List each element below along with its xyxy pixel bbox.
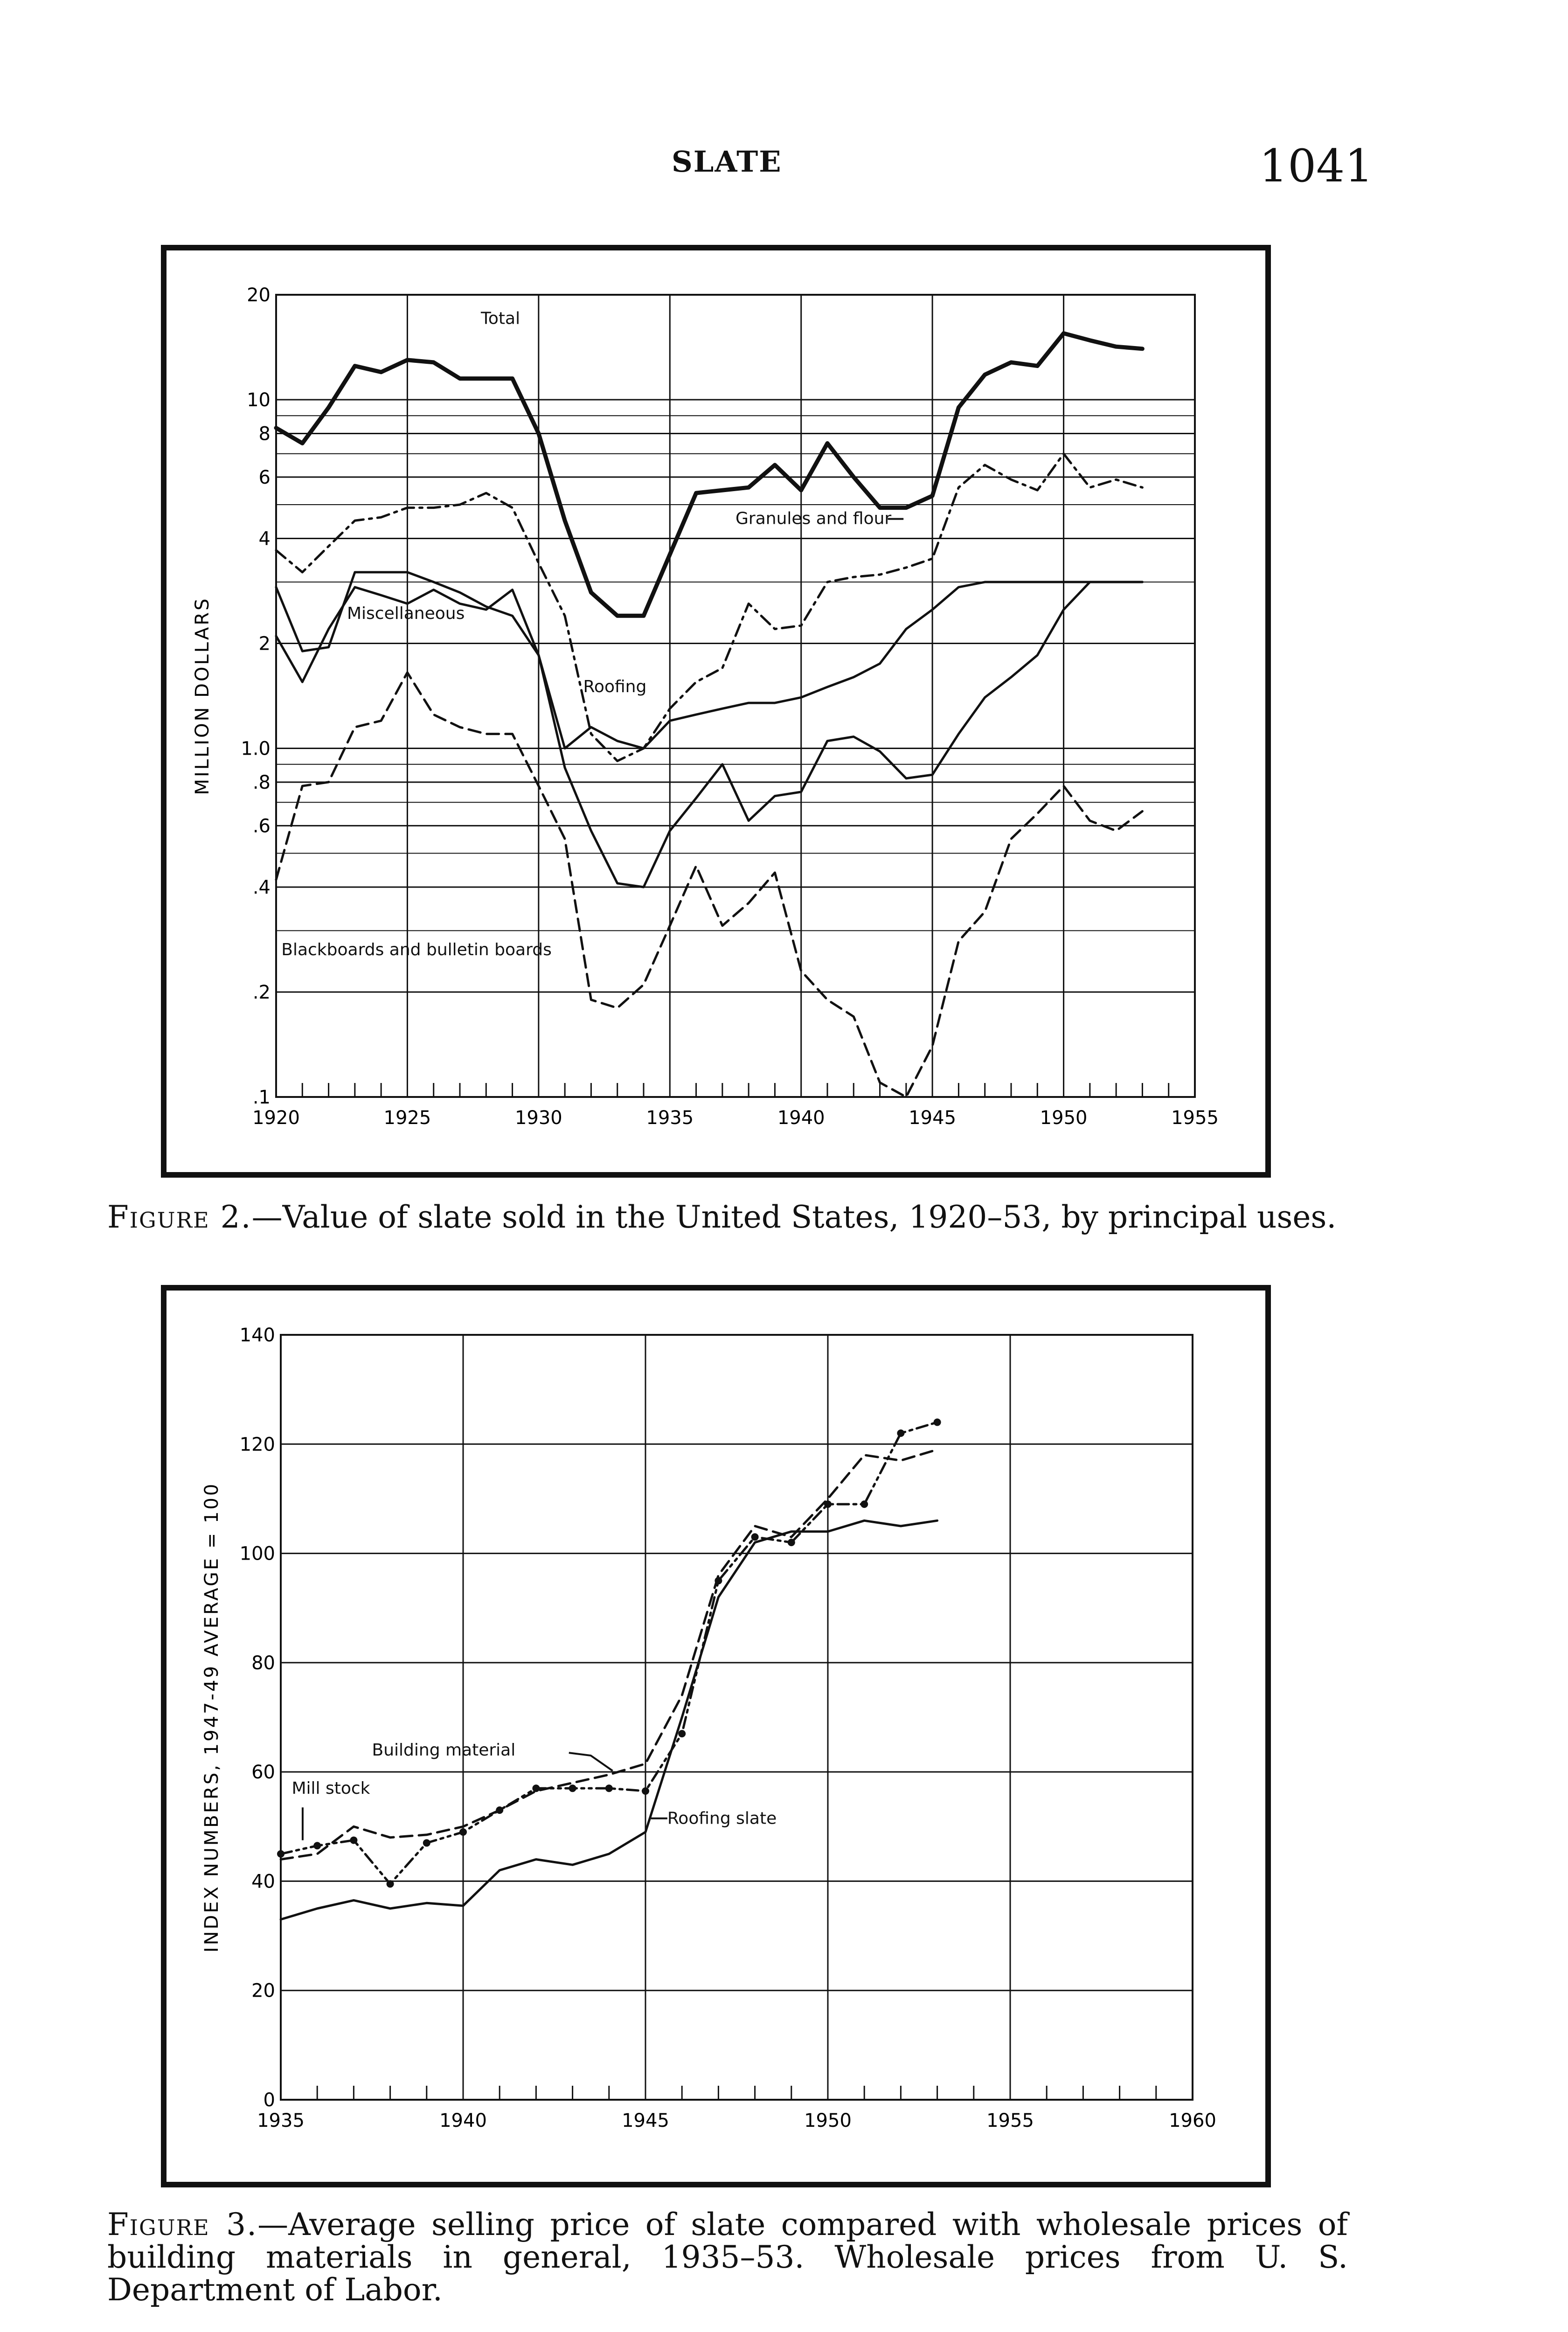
y-tick-label: .2: [252, 981, 271, 1003]
point-mill-stock: [642, 1787, 649, 1795]
point-mill-stock: [897, 1430, 904, 1437]
y-axis-label: INDEX NUMBERS, 1947-49 AVERAGE = 100: [201, 1482, 222, 1953]
point-mill-stock: [496, 1806, 503, 1814]
figure-2-caption: [107, 1201, 1348, 1234]
y-tick-label: 40: [251, 1871, 275, 1893]
y-tick-label: 8: [258, 423, 271, 445]
point-mill-stock: [387, 1880, 394, 1888]
annotation-granules-and-flour: Granules and flour: [735, 509, 892, 528]
annotation-arrow-building-material: [569, 1753, 613, 1771]
point-mill-stock: [788, 1539, 795, 1546]
y-tick-label: 4: [258, 528, 271, 550]
y-tick-label: .1: [252, 1087, 271, 1108]
y-tick-label: 60: [251, 1762, 275, 1784]
annotation-roofing-slate: Roofing slate: [667, 1809, 777, 1828]
point-mill-stock: [569, 1784, 576, 1792]
y-tick-label: 10: [247, 389, 271, 411]
x-tick-label: 1940: [439, 2110, 487, 2131]
point-mill-stock: [860, 1500, 868, 1508]
x-tick-label: 1940: [777, 1107, 825, 1129]
series-line-roofing-slate: [281, 1520, 937, 1919]
x-tick-label: 1935: [646, 1107, 694, 1129]
figure-3-caption-text: —Average selling price of slate compared with wholesale prices of building materials in general, 1935–53. Wholesale prices from U. S. Department of Labor.: [107, 2207, 1348, 2308]
point-mill-stock: [350, 1837, 357, 1844]
point-mill-stock: [678, 1730, 686, 1737]
annotation-mill-stock: Mill stock: [291, 1779, 370, 1798]
point-mill-stock: [605, 1784, 613, 1792]
x-tick-label: 1935: [257, 2110, 305, 2131]
figure-3-frame: [161, 1285, 1271, 2187]
figure-3-chart: [167, 1291, 1265, 2182]
point-mill-stock: [459, 1828, 467, 1836]
x-tick-label: 1920: [252, 1107, 300, 1129]
point-mill-stock: [423, 1839, 430, 1846]
point-mill-stock: [751, 1533, 759, 1541]
page-number: 1041: [1259, 140, 1374, 192]
point-mill-stock: [715, 1577, 722, 1584]
x-tick-label: 1960: [1169, 2110, 1216, 2131]
y-tick-label: 20: [247, 285, 271, 306]
annotation-miscellaneous: Miscellaneous: [347, 604, 465, 624]
y-tick-label: 0: [263, 2089, 275, 2111]
y-tick-label: .8: [252, 771, 271, 793]
point-mill-stock: [277, 1850, 284, 1858]
y-tick-label: 2: [258, 633, 271, 655]
annotation-blackboards-and-bulletin-boards: Blackboards and bulletin boards: [281, 940, 552, 960]
y-axis-label: MILLION DOLLARS: [192, 597, 213, 795]
x-tick-label: 1950: [1040, 1107, 1088, 1129]
x-tick-label: 1945: [622, 2110, 669, 2131]
x-tick-label: 1955: [986, 2110, 1034, 2131]
y-tick-label: 80: [251, 1652, 275, 1674]
x-tick-label: 1925: [383, 1107, 431, 1129]
annotation-total: Total: [481, 309, 520, 328]
x-tick-label: 1930: [514, 1107, 562, 1129]
x-tick-label: 1945: [909, 1107, 957, 1129]
figure-2-chart: [167, 250, 1265, 1172]
y-tick-label: 120: [239, 1434, 275, 1456]
annotation-roofing: Roofing: [583, 677, 647, 696]
series-line-total: [276, 333, 1142, 616]
point-mill-stock: [934, 1418, 941, 1426]
figure-2-label: Figure 2.: [107, 1199, 252, 1235]
running-head: SLATE: [672, 145, 782, 179]
figure-3-label: Figure 3.: [107, 2207, 258, 2242]
y-tick-label: 100: [239, 1543, 275, 1565]
y-tick-label: .4: [252, 876, 271, 898]
figure-2-caption-text: —Value of slate sold in the United States, 1920–53, by principal uses.: [251, 1199, 1337, 1235]
plot-area: [276, 295, 1195, 1097]
y-tick-label: 20: [251, 1980, 275, 2002]
x-tick-label: 1950: [804, 2110, 852, 2131]
plot-area: [281, 1335, 1193, 2100]
y-tick-label: 140: [239, 1325, 275, 1346]
y-tick-label: 6: [258, 466, 271, 488]
x-tick-label: 1955: [1171, 1107, 1219, 1129]
y-tick-label: .6: [252, 815, 271, 837]
series-line-building-material: [281, 1450, 937, 1860]
y-tick-label: 1.0: [241, 738, 271, 760]
series-line-blackboards-and-bulletin-boards: [276, 673, 1142, 1097]
figure-3-caption: [107, 2208, 1348, 2306]
annotation-building-material: Building material: [372, 1741, 516, 1760]
point-mill-stock: [824, 1500, 832, 1508]
point-mill-stock: [532, 1784, 540, 1792]
series-line-mill-stock: [281, 1422, 937, 1884]
point-mill-stock: [313, 1842, 321, 1849]
figure-2-frame: [161, 245, 1271, 1178]
